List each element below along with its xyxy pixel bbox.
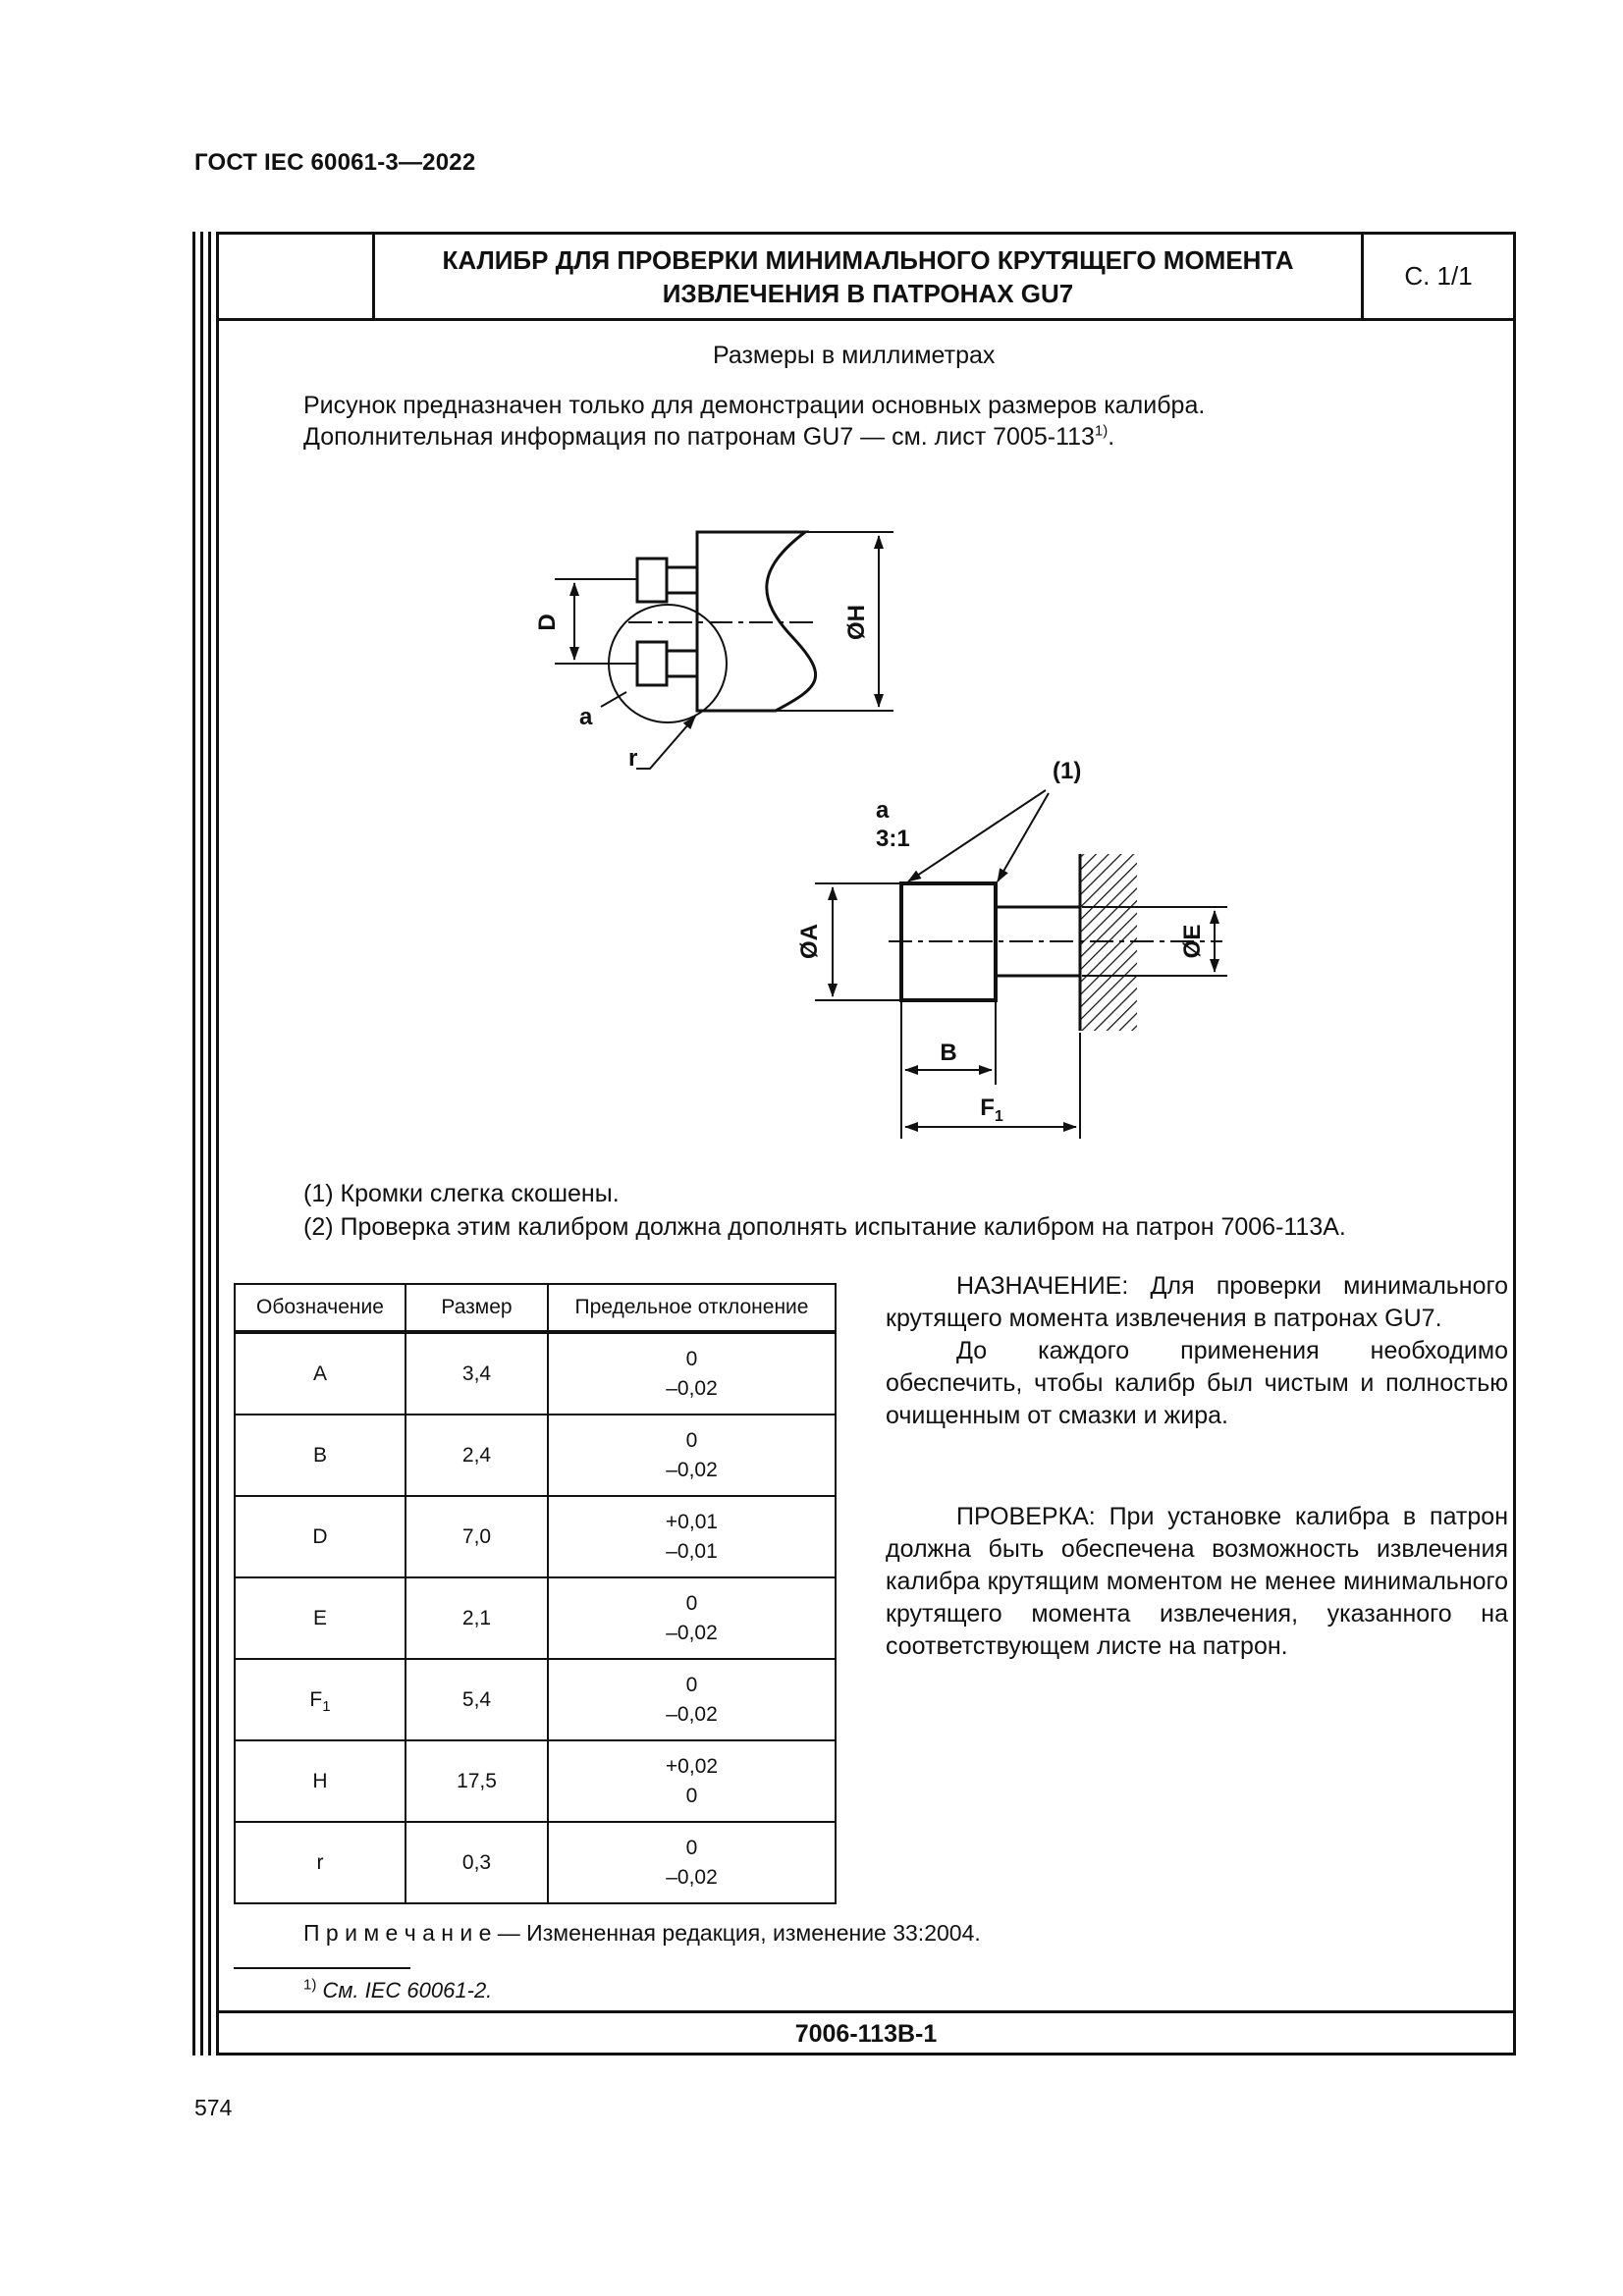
callout-leader-2 xyxy=(998,793,1049,881)
hatched-base xyxy=(1080,854,1137,1031)
table-row xyxy=(235,1332,836,1415)
intro-line-2-end: . xyxy=(1108,423,1115,451)
cell-tolerance: +0,01 –0,01 xyxy=(548,1496,836,1577)
cell-size: 5,4 xyxy=(406,1659,548,1740)
table-row xyxy=(235,1822,836,1903)
header-symbol: Обозначение xyxy=(235,1284,406,1332)
label-b-dimension: B xyxy=(940,1040,957,1066)
purpose-paragraph-2: До каждого применения необходимо обеспечить, чтобы калибр был чистым и полностью очищенным от смазки и жира. xyxy=(886,1337,1508,1429)
table-row xyxy=(235,1659,836,1740)
cell-symbol: r xyxy=(235,1822,406,1903)
document-header: ГОСТ IEC 60061-3—2022 xyxy=(194,149,476,176)
sheet-title: КАЛИБР ДЛЯ ПРОВЕРКИ МИНИМАЛЬНОГО КРУТЯЩЕГО МОМЕНТА ИЗВЛЕЧЕНИЯ В ПАТРОНАХ GU7 xyxy=(375,235,1364,318)
cell-tolerance: +0,02 0 xyxy=(548,1740,836,1822)
cell-size: 2,4 xyxy=(406,1415,548,1496)
cell-tolerance: 0 –0,02 xyxy=(548,1332,836,1415)
cell-symbol: D xyxy=(235,1496,406,1577)
cell-symbol: B xyxy=(235,1415,406,1496)
intro-line-2-text: Дополнительная информация по патронам GU7 — см. лист 7005-113 xyxy=(303,423,1095,451)
label-d: D xyxy=(534,614,561,631)
label-h: ØH xyxy=(843,605,870,640)
note-1: (1) Кромки слегка скошены. xyxy=(303,1180,620,1207)
cell-size: 0,3 xyxy=(406,1822,548,1903)
cell-symbol: E xyxy=(235,1577,406,1659)
footnote xyxy=(303,1975,492,2006)
sheet-code: 7006-113В-1 xyxy=(794,2020,938,2048)
dimensions-table xyxy=(234,1283,837,1904)
check-section xyxy=(886,1501,1508,1663)
cell-tolerance: 0 –0,02 xyxy=(548,1822,836,1903)
label-a-dimension: ØA xyxy=(796,924,823,959)
table-row xyxy=(235,1496,836,1577)
label-f1-dimension: $F_1$ xyxy=(980,1095,1003,1125)
units-note: Размеры в миллиметрах xyxy=(713,342,996,369)
sheet-code-row xyxy=(216,2010,1516,2056)
cell-size: 17,5 xyxy=(406,1740,548,1822)
cell-tolerance: 0 –0,02 xyxy=(548,1415,836,1496)
pin-head-bottom xyxy=(637,642,667,685)
leader-r xyxy=(636,717,695,769)
note-2: (2) Проверка этим калибром должна дополнять испытание калибром на патрон 7006-113А. xyxy=(303,1213,1346,1241)
pin-neck-top xyxy=(667,567,697,593)
header-tolerance: Предельное отклонение xyxy=(548,1284,836,1332)
footnote-ref: 1) xyxy=(1094,422,1109,440)
purpose-paragraph-1: НАЗНАЧЕНИЕ: Для проверки минимального крутящего момента извлечения в патронах GU7. xyxy=(886,1272,1508,1332)
footnote-mark: 1) xyxy=(303,1976,317,1994)
cell-symbol: A xyxy=(235,1332,406,1415)
cell-symbol: $F_1$ xyxy=(235,1659,406,1740)
pin-head-top xyxy=(637,559,667,602)
leader-a xyxy=(601,692,626,707)
cell-tolerance: 0 –0,02 xyxy=(548,1577,836,1659)
label-detail-scale: 3:1 xyxy=(876,826,910,852)
check-paragraph: ПРОВЕРКА: При установке калибра в патрон должна быть обеспечена возможность извлечения калибра крутящим моментом не менее минимального крутящего момента извлечения, указанного на соответствующем листе на патрон. xyxy=(886,1503,1508,1660)
table-row xyxy=(235,1415,836,1496)
header-size: Размер xyxy=(406,1284,548,1332)
table-row xyxy=(235,1577,836,1659)
sheet-number: С. 1/1 xyxy=(1404,261,1473,291)
remark-label: П р и м е ч а н и е xyxy=(303,1920,492,1946)
label-callout-1: (1) xyxy=(1053,758,1082,784)
purpose-section xyxy=(886,1270,1508,1432)
table-header-row xyxy=(235,1284,836,1332)
footnote-text: См. IEC 60061-2. xyxy=(316,1978,493,2002)
label-detail-a: a xyxy=(876,797,890,824)
intro-line-1: Рисунок предназначен только для демонстрации основных размеров калибра. xyxy=(303,392,1206,419)
pin-neck-bottom xyxy=(667,651,697,676)
cell-size: 7,0 xyxy=(406,1496,548,1577)
cell-symbol: H xyxy=(235,1740,406,1822)
cell-size: 2,1 xyxy=(406,1577,548,1659)
table-row xyxy=(235,1740,836,1822)
remark xyxy=(303,1917,981,1949)
label-r: r xyxy=(628,745,638,772)
cell-tolerance: 0 –0,02 xyxy=(548,1659,836,1740)
label-e-dimension: ØE xyxy=(1179,924,1206,959)
remark-text: — Измененная редакция, изменение 33:2004. xyxy=(491,1920,981,1946)
cell-size: 3,4 xyxy=(406,1332,548,1415)
page-number: 574 xyxy=(194,2095,233,2120)
footnote-separator xyxy=(234,1967,410,1969)
label-a: a xyxy=(579,704,593,730)
